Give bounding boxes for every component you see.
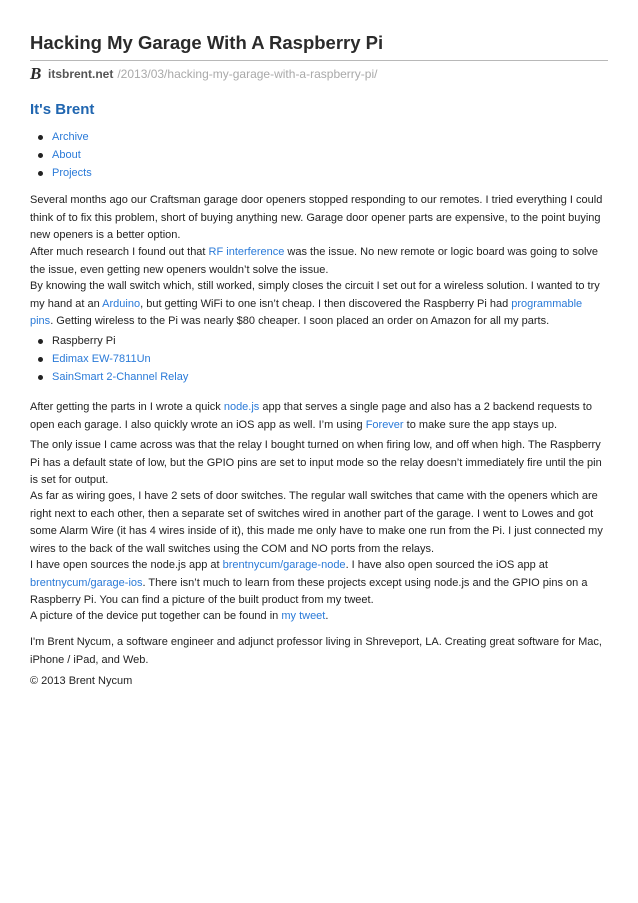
text-span: app that serves a single page and also has a 2 backend requests to open each garage. I also quickly wrote an iOS app as well. I’m using [30,401,592,431]
parts-list [30,332,188,386]
nav-link-about[interactable]: About [52,149,81,161]
source-path[interactable]: /2013/03/hacking-my-garage-with-a-raspberry-pi/ [117,67,378,81]
paragraph-picture [30,608,608,626]
sainsmart-relay-link[interactable]: SainSmart 2-Channel Relay [52,371,189,383]
text-span: . I have also open sourced the iOS app at [345,559,548,571]
text-span: A picture of the device put together can be found in [30,610,282,622]
text-span: . Getting wireless to the Pi was nearly $80 cheaper. I soon placed an order on Amazon for all my parts. [50,315,550,327]
paragraph-intro: Several months ago our Craftsman garage door openers stopped responding to our remotes. I tried everything I could think of to fix this problem, short of buying anything new. Garage door opener parts are expensive, to the point buying new openers is a better option. [30,194,603,241]
paragraph-solution [30,278,608,331]
programmable-pins-link[interactable]: programmable pins [30,297,583,327]
text-span: , but getting WiFi to one isn’t cheap. I then discovered the Raspberry Pi had [140,297,512,310]
garage-ios-link[interactable]: brentnycum/garage-ios [30,576,143,589]
source-line [30,66,377,82]
nav-link-archive[interactable]: Archive [52,131,89,143]
arduino-link[interactable]: Arduino [102,297,141,310]
page-title: Hacking My Garage With A Raspberry Pi [30,32,384,53]
text-span: After much research I found out that [30,246,209,258]
title-divider [30,60,608,61]
source-domain[interactable]: itsbrent.net [48,67,114,81]
parts-item-raspberry-pi: Raspberry Pi [30,332,188,350]
nav-link-projects[interactable]: Projects [52,167,92,179]
forever-link[interactable]: Forever [365,418,404,431]
paragraph-research [30,244,608,279]
parts-item-relay [30,368,188,386]
paragraph-relay-issue: The only issue I came across was that the relay I bought turned on when firing low, and off when high. The Raspberry Pi has a default state of low, but the GPIO pins are set to input mode so the relay doesn’t immediately fire until the pin is set for output. [30,439,602,486]
paragraph-software [30,399,608,434]
text-span: . There isn’t much to learn from these projects except using node.js and the GPIO pins on a Raspberry Pi. You can find a picture of the built product from my tweet. [30,576,588,606]
nav-item-archive [30,128,92,146]
parts-item-edimax [30,350,188,368]
text-span: was the issue. No new remote or logic board was going to solve the issue, even getting new openers wouldn’t solve the issue. [30,246,599,276]
copyright: © 2013 Brent Nycum [30,675,133,687]
text-span: to make sure the app stays up. [403,418,558,431]
blog-nav [30,128,92,182]
paragraph-author-bio: I'm Brent Nycum, a software engineer and adjunct professor living in Shreveport, LA. Creating great software for Mac, iPhone / iPad, and Web. [30,636,602,666]
blog-logo-icon: B [30,64,42,83]
text-span: After getting the parts in I wrote a quick [30,401,224,413]
text-span: . [325,610,329,622]
blog-name-heading[interactable]: It's Brent [30,101,95,118]
my-tweet-link[interactable]: my tweet [281,610,326,622]
edimax-link[interactable]: Edimax EW-7811Un [52,353,151,365]
nodejs-link[interactable]: node.js [223,401,260,413]
paragraph-open-source [30,557,608,610]
nav-item-projects [30,164,92,182]
rf-interference-link[interactable]: RF interference [208,246,285,258]
garage-node-link[interactable]: brentnycum/garage-node [222,559,346,571]
paragraph-wiring: As far as wiring goes, I have 2 sets of door switches. The regular wall switches that came with the openers which are right next to each other, then a separate set of switches wired in another part of the garage. I went to Lowes and got some Alarm Wire (it has 4 wires inside of it), this made me only have to make one run from the Pi. I just connected my wires to the back of the wall switches using the COM and NO ports from the relays. [30,490,603,555]
text-span: By knowing the wall switch which, still worked, simply closes the circuit I set out for a wireless solution. I wanted to try my hand at an [30,280,600,310]
text-span: I have open sources the node.js app at [30,559,223,571]
nav-item-about [30,146,92,164]
